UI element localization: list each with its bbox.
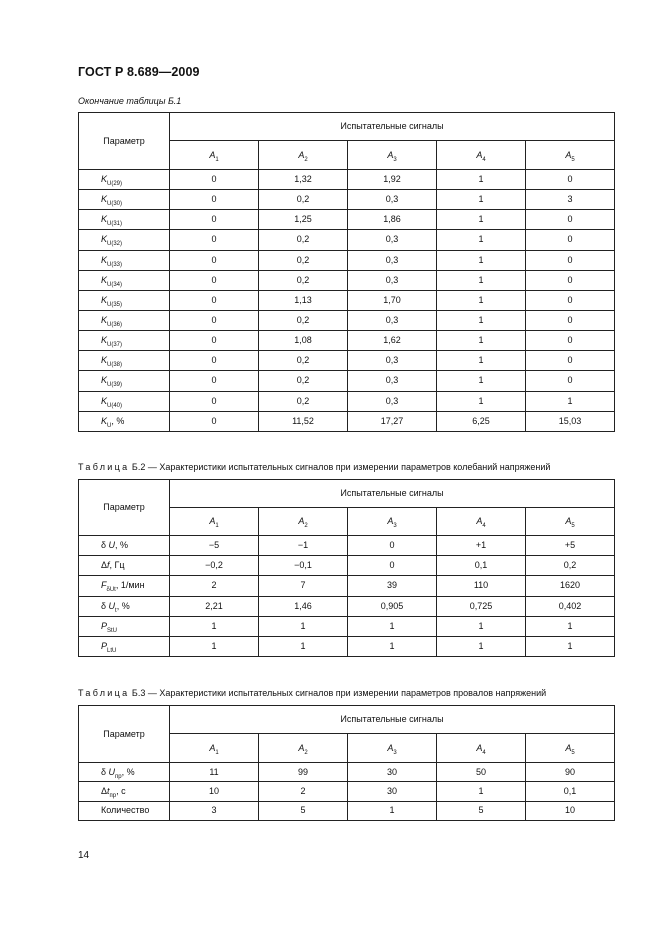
column-header-cell xyxy=(170,734,259,763)
param-cell xyxy=(79,782,170,801)
value-cell: 1 xyxy=(437,391,526,411)
param-symbol: U xyxy=(108,600,116,611)
param-cell xyxy=(79,411,170,431)
value-cell: 2 xyxy=(170,576,259,596)
param-unit: , с xyxy=(116,785,126,796)
column-symbol: A xyxy=(476,516,483,526)
table-row xyxy=(79,210,615,230)
value-cell: 1 xyxy=(437,250,526,270)
param-header: Параметр xyxy=(79,113,170,170)
value-cell: 1,32 xyxy=(259,170,348,190)
param-cell xyxy=(79,230,170,250)
value-cell: 1 xyxy=(437,210,526,230)
group-header: Испытательные сигналы xyxy=(170,480,615,508)
param-prefix: δ xyxy=(101,600,109,611)
table2-caption-text: Б.2 — Характеристики испытательных сигналов при измерении параметров колебаний напряжений xyxy=(131,462,551,472)
value-cell: 1 xyxy=(259,616,348,636)
column-header-cell xyxy=(259,508,348,536)
column-header-cell xyxy=(348,141,437,170)
table-row xyxy=(79,170,615,190)
value-cell: 30 xyxy=(348,763,437,782)
column-subscript: 2 xyxy=(304,749,308,756)
param-cell xyxy=(79,576,170,596)
table-row xyxy=(79,782,615,801)
param-subscript: δUt xyxy=(106,587,116,594)
column-header-cell xyxy=(437,141,526,170)
column-subscript: 2 xyxy=(304,523,308,529)
param-subscript: пр xyxy=(109,792,117,799)
table-row xyxy=(79,556,615,576)
param-subscript: U(33) xyxy=(107,261,123,268)
table2-caption xyxy=(78,462,550,472)
value-cell: 1 xyxy=(526,636,615,656)
table-row xyxy=(79,596,615,616)
param-cell xyxy=(79,351,170,371)
value-cell: 1,13 xyxy=(259,290,348,310)
value-cell: 7 xyxy=(259,576,348,596)
table-row xyxy=(79,290,615,310)
value-cell: 0 xyxy=(526,331,615,351)
param-prefix: δ xyxy=(101,540,109,551)
table1-caption: Окончание таблицы Б.1 xyxy=(78,96,182,106)
param-cell xyxy=(79,190,170,210)
table3-caption-label: Таблица xyxy=(78,688,130,698)
value-cell: 0,2 xyxy=(259,190,348,210)
value-cell: 1 xyxy=(437,270,526,290)
value-cell: 0 xyxy=(526,371,615,391)
column-symbol: A xyxy=(565,149,572,160)
value-cell: 0 xyxy=(170,170,259,190)
value-cell: 30 xyxy=(348,782,437,801)
param-symbol: U xyxy=(108,766,116,777)
value-cell: 0 xyxy=(170,210,259,230)
value-cell: 0 xyxy=(526,210,615,230)
param-unit: , % xyxy=(116,600,130,611)
table-row xyxy=(79,411,615,431)
column-header-cell xyxy=(348,508,437,536)
column-subscript: 3 xyxy=(393,749,397,756)
value-cell: 0,2 xyxy=(259,230,348,250)
column-header-cell xyxy=(259,734,348,763)
column-subscript: 3 xyxy=(393,156,397,163)
table1 xyxy=(78,112,615,432)
value-cell: 2,21 xyxy=(170,596,259,616)
value-cell: 0,2 xyxy=(259,270,348,290)
column-symbol: A xyxy=(476,742,483,753)
value-cell: 0 xyxy=(526,170,615,190)
value-cell: 0,2 xyxy=(259,250,348,270)
column-symbol: A xyxy=(476,149,483,160)
value-cell: 0 xyxy=(170,411,259,431)
param-symbol: K xyxy=(101,214,108,225)
param-symbol: K xyxy=(101,254,108,265)
column-header-cell xyxy=(437,734,526,763)
param-subscript: StU xyxy=(107,627,118,634)
value-cell: 1 xyxy=(526,391,615,411)
value-cell: 0,2 xyxy=(259,351,348,371)
column-subscript: 2 xyxy=(304,156,308,163)
value-cell: 1,70 xyxy=(348,290,437,310)
value-cell: 1 xyxy=(348,616,437,636)
param-unit: , % xyxy=(121,766,135,777)
value-cell: 0 xyxy=(348,556,437,576)
column-subscript: 4 xyxy=(482,749,486,756)
value-cell: 0 xyxy=(170,290,259,310)
value-cell: 0,2 xyxy=(259,310,348,330)
value-cell: 0,3 xyxy=(348,391,437,411)
param-symbol: U xyxy=(108,540,116,551)
param-subscript: U xyxy=(107,422,112,429)
param-cell xyxy=(79,801,170,820)
param-prefix: Δ xyxy=(101,785,108,796)
value-cell: 1 xyxy=(437,351,526,371)
value-cell: 1,25 xyxy=(259,210,348,230)
param-cell xyxy=(79,556,170,576)
param-unit: Количество xyxy=(101,805,150,816)
value-cell: 110 xyxy=(437,576,526,596)
value-cell: 1,62 xyxy=(348,331,437,351)
value-cell: 2 xyxy=(259,782,348,801)
value-cell: 1,92 xyxy=(348,170,437,190)
group-header: Испытательные сигналы xyxy=(170,706,615,734)
column-subscript: 1 xyxy=(215,749,219,756)
table-row xyxy=(79,190,615,210)
table-row xyxy=(79,371,615,391)
table-row xyxy=(79,636,615,656)
param-unit: , % xyxy=(111,415,125,426)
value-cell: 0 xyxy=(348,536,437,556)
value-cell: 1 xyxy=(348,636,437,656)
table-row xyxy=(79,331,615,351)
value-cell: 1 xyxy=(437,230,526,250)
table-row xyxy=(79,230,615,250)
value-cell: 0,725 xyxy=(437,596,526,616)
value-cell: 0,2 xyxy=(259,391,348,411)
value-cell: 1 xyxy=(437,616,526,636)
value-cell: 1 xyxy=(170,636,259,656)
group-header: Испытательные сигналы xyxy=(170,113,615,141)
param-cell xyxy=(79,536,170,556)
value-cell: 1 xyxy=(437,636,526,656)
table-row xyxy=(79,270,615,290)
param-subscript: U(38) xyxy=(107,362,123,369)
table-row xyxy=(79,763,615,782)
table-row xyxy=(79,250,615,270)
value-cell: 3 xyxy=(170,801,259,820)
column-symbol: A xyxy=(387,149,394,160)
value-cell: 0,3 xyxy=(348,310,437,330)
value-cell: −5 xyxy=(170,536,259,556)
param-cell xyxy=(79,270,170,290)
value-cell: 0 xyxy=(170,190,259,210)
value-cell: 1 xyxy=(437,371,526,391)
table2-caption-label: Таблица xyxy=(78,462,130,472)
param-symbol: K xyxy=(101,294,108,305)
param-symbol: K xyxy=(101,234,108,245)
param-symbol: F xyxy=(101,580,107,591)
value-cell: 0,1 xyxy=(437,556,526,576)
column-symbol: A xyxy=(298,149,305,160)
table3-caption-text: Б.3 — Характеристики испытательных сигналов при измерении параметров провалов напряжений xyxy=(131,688,547,698)
column-symbol: A xyxy=(565,516,572,526)
param-symbol: K xyxy=(101,375,108,386)
column-subscript: 4 xyxy=(482,523,486,529)
column-symbol: A xyxy=(387,742,394,753)
column-header-cell xyxy=(526,734,615,763)
param-symbol: K xyxy=(101,335,108,346)
param-prefix: δ xyxy=(101,766,109,777)
column-subscript: 3 xyxy=(393,523,397,529)
param-symbol: K xyxy=(101,194,108,205)
table1-body xyxy=(79,170,615,432)
value-cell: 10 xyxy=(170,782,259,801)
value-cell: 90 xyxy=(526,763,615,782)
value-cell: +1 xyxy=(437,536,526,556)
value-cell: 1 xyxy=(259,636,348,656)
value-cell: 1 xyxy=(437,782,526,801)
table-row xyxy=(79,801,615,820)
param-header: Параметр xyxy=(79,480,170,536)
value-cell: 0,3 xyxy=(348,351,437,371)
value-cell: −0,1 xyxy=(259,556,348,576)
table3 xyxy=(78,705,615,821)
column-header-cell xyxy=(259,141,348,170)
value-cell: 0 xyxy=(526,270,615,290)
value-cell: 1,86 xyxy=(348,210,437,230)
value-cell: 5 xyxy=(437,801,526,820)
param-unit: , % xyxy=(115,540,129,551)
param-symbol: K xyxy=(101,315,108,326)
value-cell: 0 xyxy=(170,331,259,351)
value-cell: −1 xyxy=(259,536,348,556)
value-cell: 1 xyxy=(348,801,437,820)
value-cell: +5 xyxy=(526,536,615,556)
param-cell xyxy=(79,391,170,411)
value-cell: 0,2 xyxy=(526,556,615,576)
value-cell: 0 xyxy=(526,250,615,270)
param-cell xyxy=(79,310,170,330)
value-cell: 0,1 xyxy=(526,782,615,801)
value-cell: 17,27 xyxy=(348,411,437,431)
column-symbol: A xyxy=(209,149,216,160)
value-cell: 1 xyxy=(437,170,526,190)
column-header-cell xyxy=(437,508,526,536)
param-symbol: K xyxy=(101,174,108,185)
value-cell: 10 xyxy=(526,801,615,820)
param-cell xyxy=(79,596,170,616)
param-cell xyxy=(79,210,170,230)
param-symbol: K xyxy=(101,274,108,285)
value-cell: 0,2 xyxy=(259,371,348,391)
value-cell: 39 xyxy=(348,576,437,596)
value-cell: 0,3 xyxy=(348,250,437,270)
value-cell: 0,3 xyxy=(348,270,437,290)
column-header-cell xyxy=(526,508,615,536)
column-symbol: A xyxy=(209,516,216,526)
document-header: ГОСТ Р 8.689—2009 xyxy=(78,65,200,79)
table-row xyxy=(79,536,615,556)
value-cell: 0 xyxy=(526,290,615,310)
param-subscript: LtU xyxy=(107,648,117,655)
param-symbol: P xyxy=(101,620,108,631)
column-symbol: A xyxy=(209,742,216,753)
value-cell: 1 xyxy=(437,331,526,351)
column-subscript: 5 xyxy=(571,749,575,756)
param-subscript: U(35) xyxy=(107,301,123,308)
param-subscript: пр xyxy=(115,773,122,780)
column-symbol: A xyxy=(298,742,305,753)
column-header-cell xyxy=(170,141,259,170)
column-subscript: 1 xyxy=(215,156,219,163)
param-symbol: K xyxy=(101,395,108,406)
param-unit: , Гц xyxy=(109,560,125,571)
column-symbol: A xyxy=(565,742,572,753)
value-cell: 11,52 xyxy=(259,411,348,431)
param-subscript: U(39) xyxy=(107,382,123,389)
table3-body xyxy=(79,763,615,821)
table2 xyxy=(78,479,615,657)
table-row xyxy=(79,351,615,371)
column-subscript: 5 xyxy=(571,523,575,529)
value-cell: 0 xyxy=(526,351,615,371)
column-header-cell xyxy=(170,508,259,536)
param-subscript: U(29) xyxy=(107,181,123,188)
param-subscript: U(30) xyxy=(107,201,123,208)
value-cell: 3 xyxy=(526,190,615,210)
value-cell: 50 xyxy=(437,763,526,782)
param-cell xyxy=(79,170,170,190)
value-cell: 15,03 xyxy=(526,411,615,431)
param-subscript: U(34) xyxy=(107,281,123,288)
value-cell: 0 xyxy=(170,230,259,250)
param-subscript: U(31) xyxy=(107,221,123,228)
column-symbol: A xyxy=(387,516,394,526)
value-cell: 0 xyxy=(170,371,259,391)
value-cell: 0 xyxy=(170,310,259,330)
param-prefix: Δ xyxy=(101,560,108,571)
value-cell: 0,3 xyxy=(348,190,437,210)
param-cell xyxy=(79,371,170,391)
value-cell: 0 xyxy=(526,230,615,250)
param-subscript: U(32) xyxy=(107,241,123,248)
value-cell: 0 xyxy=(170,391,259,411)
param-header: Параметр xyxy=(79,706,170,763)
column-subscript: 1 xyxy=(215,523,219,529)
param-cell xyxy=(79,290,170,310)
param-subscript: U(37) xyxy=(107,342,123,349)
value-cell: 0 xyxy=(170,250,259,270)
value-cell: 1 xyxy=(437,290,526,310)
table-row xyxy=(79,310,615,330)
param-subscript: U(40) xyxy=(107,402,123,409)
page-number: 14 xyxy=(78,850,90,861)
value-cell: 0,3 xyxy=(348,371,437,391)
value-cell: −0,2 xyxy=(170,556,259,576)
value-cell: 0,3 xyxy=(348,230,437,250)
value-cell: 0 xyxy=(170,270,259,290)
param-subscript: t xyxy=(115,607,117,614)
value-cell: 0 xyxy=(170,351,259,371)
value-cell: 1 xyxy=(170,616,259,636)
param-cell xyxy=(79,616,170,636)
table-row xyxy=(79,391,615,411)
param-cell xyxy=(79,331,170,351)
column-subscript: 4 xyxy=(482,156,486,163)
param-symbol: K xyxy=(101,355,108,366)
param-symbol: f xyxy=(107,560,110,571)
param-cell xyxy=(79,250,170,270)
param-unit: , 1/мин xyxy=(115,580,145,591)
value-cell: 1 xyxy=(437,310,526,330)
column-header-cell xyxy=(348,734,437,763)
table-row xyxy=(79,576,615,596)
value-cell: 0,402 xyxy=(526,596,615,616)
value-cell: 5 xyxy=(259,801,348,820)
table-row xyxy=(79,616,615,636)
column-subscript: 5 xyxy=(571,156,575,163)
value-cell: 0 xyxy=(526,310,615,330)
value-cell: 6,25 xyxy=(437,411,526,431)
value-cell: 11 xyxy=(170,763,259,782)
param-cell xyxy=(79,763,170,782)
value-cell: 1620 xyxy=(526,576,615,596)
param-symbol: t xyxy=(107,785,110,796)
param-cell xyxy=(79,636,170,656)
table3-caption xyxy=(78,688,546,698)
param-subscript: U(36) xyxy=(107,322,123,329)
value-cell: 1,46 xyxy=(259,596,348,616)
value-cell: 1 xyxy=(437,190,526,210)
value-cell: 0,905 xyxy=(348,596,437,616)
value-cell: 99 xyxy=(259,763,348,782)
value-cell: 1,08 xyxy=(259,331,348,351)
column-header-cell xyxy=(526,141,615,170)
column-symbol: A xyxy=(298,516,305,526)
table2-body xyxy=(79,536,615,657)
value-cell: 1 xyxy=(526,616,615,636)
param-symbol: K xyxy=(101,415,108,426)
param-symbol: P xyxy=(101,641,108,652)
